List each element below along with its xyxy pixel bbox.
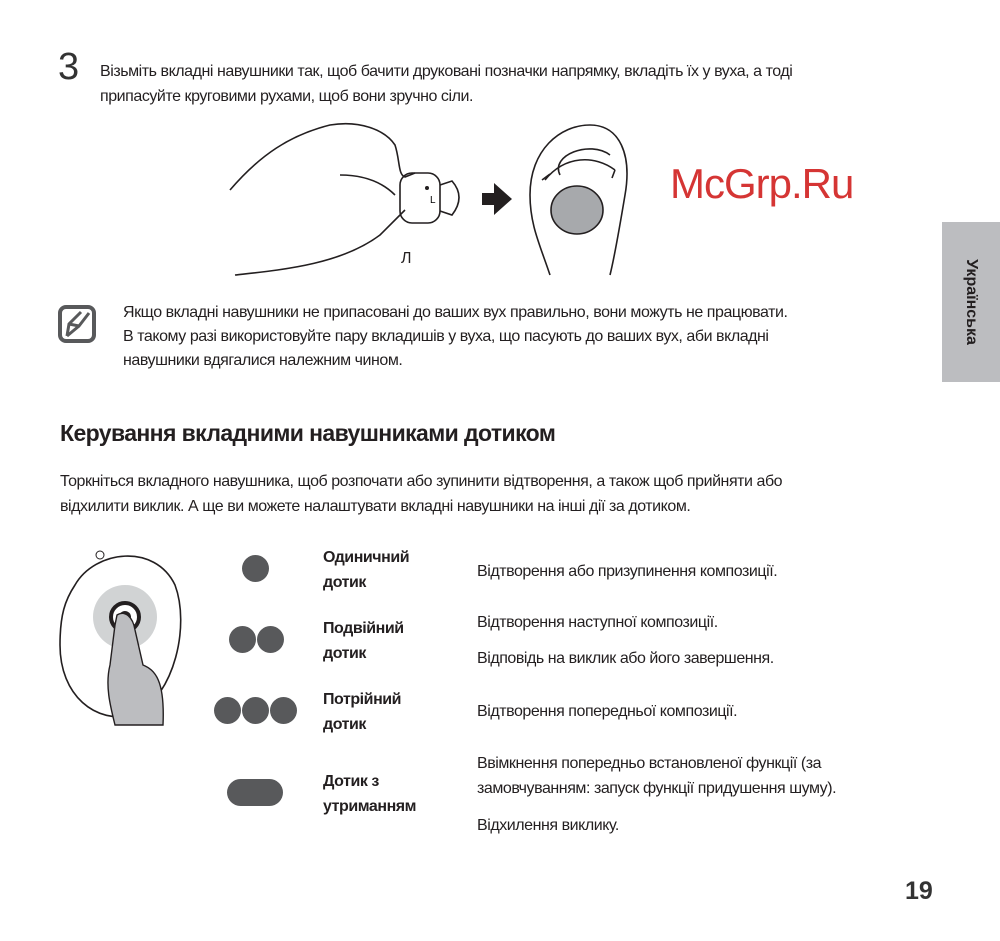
note-icon (57, 304, 97, 344)
step-text-line2: припасуйте круговими рухами, щоб вони зручно сіли. (100, 88, 473, 105)
intro-line2: відхилити виклик. А ще ви можете налаштувати вкладні навушники на інші дії за дотиком. (60, 498, 691, 515)
watermark: McGrp.Ru (670, 160, 854, 207)
step-number: 3 (58, 46, 80, 88)
section-title: Керування вкладними навушниками дотиком (60, 420, 556, 446)
gesture-label: дотик (323, 574, 366, 591)
triple-tap-icon-dot (270, 697, 297, 724)
single-tap-icon (242, 555, 269, 582)
gesture-desc: Ввімкнення попередньо встановленої функції (за (477, 755, 822, 772)
double-tap-icon (229, 626, 256, 653)
gesture-label: Подвійний (323, 620, 404, 637)
triple-tap-icon-dot (242, 697, 269, 724)
ear-illustration (530, 125, 627, 275)
intro-line1: Торкніться вкладного навушника, щоб розпочати або зупинити відтворення, а також щоб прийняти або (60, 473, 783, 490)
note-line2: В такому разі використовуйте пару вкладишів у вуха, що пасують до ваших вух, аби вкладні (123, 328, 769, 345)
arrow-right-icon (482, 183, 512, 215)
gesture-desc: Відтворення або призупинення композиції. (477, 563, 778, 580)
earbud-mark: L (430, 195, 436, 206)
gesture-label: утриманням (323, 798, 417, 815)
note-line1: Якщо вкладні навушники не припасовані до ваших вух правильно, вони можуть не працювати. (123, 304, 788, 321)
note-line3: навушники вдягалися належним чином. (123, 352, 403, 369)
gesture-label: дотик (323, 716, 366, 733)
hand-outline (230, 124, 415, 190)
page-number: 19 (905, 877, 933, 905)
gesture-desc: Відтворення попередньої композиції. (477, 703, 738, 720)
earbud-insertion-illustration (220, 115, 640, 280)
gesture-desc: замовчуванням: запуск функції придушення шуму). (477, 780, 837, 797)
gesture-desc: Відповідь на виклик або його завершення. (477, 650, 774, 667)
gesture-desc: Відхилення виклику. (477, 817, 619, 834)
left-earbud-label: Л (401, 250, 412, 267)
touch-hold-icon (227, 779, 283, 806)
gesture-label: Одиничний (323, 549, 410, 566)
language-tab: Українська (942, 222, 1000, 382)
touch-earbud-illustration (55, 545, 195, 735)
gesture-label: Потрійний (323, 691, 402, 708)
double-tap-icon-dot (257, 626, 284, 653)
triple-tap-icon (214, 697, 241, 724)
gesture-desc: Відтворення наступної композиції. (477, 614, 718, 631)
gesture-label: дотик (323, 645, 366, 662)
step-text-line1: Візьміть вкладні навушники так, щоб бачити друковані позначки напрямку, вкладіть їх у вуха, а тоді (100, 63, 793, 80)
gesture-label: Дотик з (323, 773, 379, 790)
